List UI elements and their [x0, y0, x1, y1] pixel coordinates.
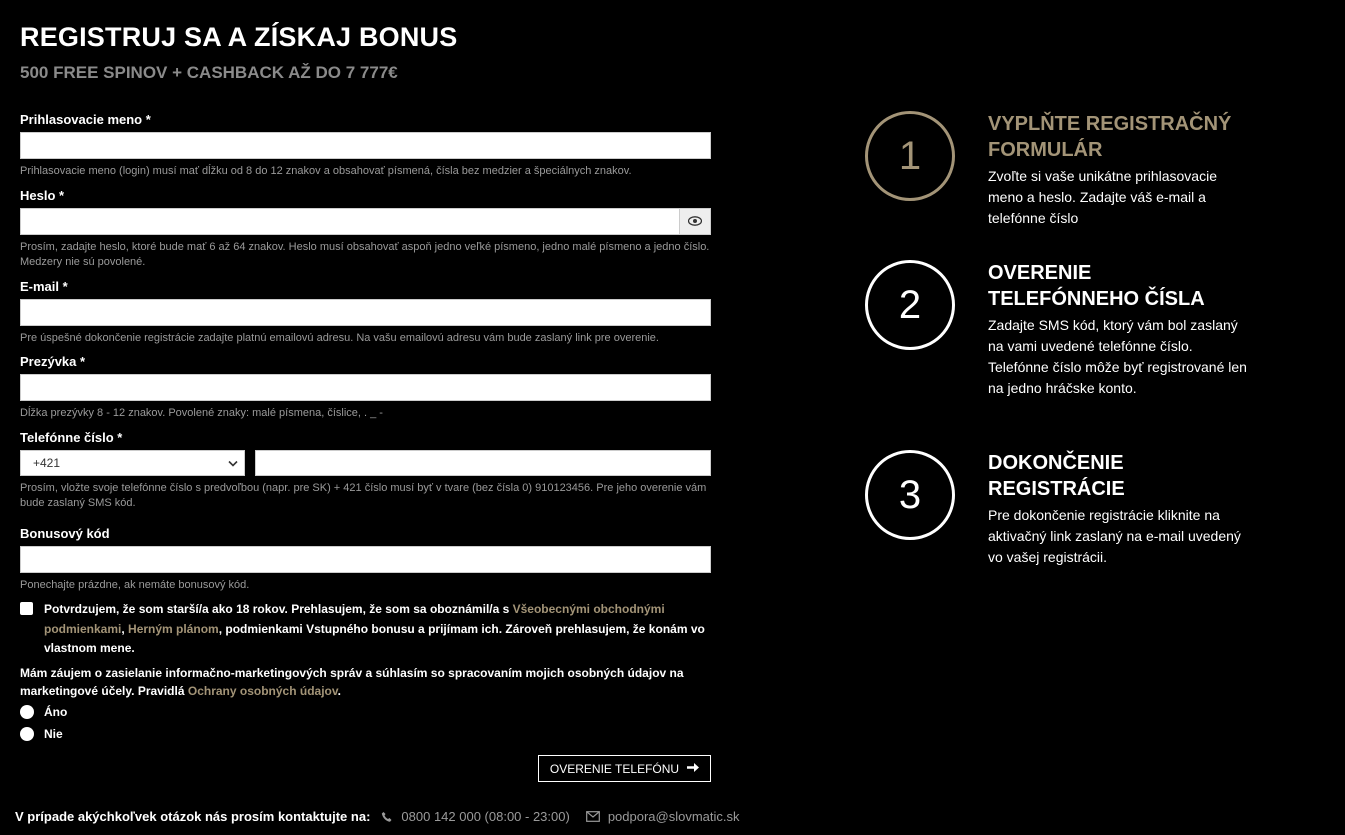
game-plan-link[interactable]: Herným plánom — [128, 621, 219, 636]
username-label: Prihlasovacie meno * — [20, 112, 151, 127]
terms-consent-text — [44, 600, 711, 659]
phone-label: Telefónne číslo * — [20, 430, 123, 445]
page-title: REGISTRUJ SA A ZÍSKAJ BONUS — [20, 22, 458, 52]
marketing-no-label: Nie — [44, 727, 63, 741]
terms-text-part: , podmienkami Vstupného bonusu a prijímam ich. Zároveň prehlasujem, že konám vo vlastnom mene. — [44, 621, 705, 655]
password-input-wrapper — [20, 208, 711, 235]
marketing-option-yes[interactable] — [20, 705, 67, 719]
envelope-icon — [586, 811, 600, 822]
step-1-number: 1 — [865, 111, 955, 201]
step-1-text: Zvoľte si vaše unikátne prihlasovacie meno a heslo. Zadajte váš e-mail a telefónne číslo — [988, 168, 1217, 226]
email-field-group — [20, 279, 711, 346]
eye-icon — [688, 213, 702, 231]
privacy-policy-link[interactable]: Ochrany osobných údajov — [187, 684, 338, 698]
contact-question: V prípade akýchkoľvek otázok nás prosím kontaktujte na: — [15, 809, 371, 824]
step-3-number: 3 — [865, 450, 955, 540]
bonus-code-field-group — [20, 526, 711, 593]
marketing-option-no[interactable] — [20, 727, 63, 741]
username-field-group — [20, 112, 711, 179]
terms-consent — [20, 600, 711, 659]
phone-field-group — [20, 430, 711, 511]
marketing-no-radio[interactable] — [20, 727, 34, 741]
step-2-body — [988, 260, 1248, 399]
step-2-number: 2 — [865, 260, 955, 350]
step-1-title: VYPLŇTE REGISTRAČNÝ FORMULÁR — [988, 113, 1232, 161]
marketing-yes-label: Áno — [44, 705, 68, 719]
terms-conditions-link[interactable]: Všeobecnými obchodnými podmienkami — [44, 602, 665, 636]
nickname-input[interactable] — [20, 374, 711, 401]
marketing-text-part: Mám záujem o zasielanie informačno-marketingových správ a súhlasím so spracovaním mojich osobných údajov na marketingové účely. Pravidlá — [20, 666, 684, 698]
phone-icon — [381, 811, 393, 823]
phone-row — [20, 450, 711, 476]
contact-footer — [15, 809, 740, 824]
phone-prefix-value: +421 — [33, 456, 61, 470]
page-header — [20, 22, 711, 84]
email-input[interactable] — [20, 299, 711, 326]
password-input[interactable] — [20, 208, 680, 235]
marketing-text-part: . — [337, 684, 342, 698]
step-3-text: Pre dokončenie registrácie kliknite na aktivačný link zaslaný na e-mail uvedený vo vašej registrácii. — [988, 507, 1241, 565]
marketing-consent-text — [20, 664, 711, 700]
contact-email[interactable] — [570, 809, 740, 824]
nickname-field-group — [20, 354, 711, 421]
phone-hint: Prosím, vložte svoje telefónne číslo s predvoľbou (napr. pre SK) + 421 číslo musí byť v tvare (bez čísla 0) 910123456. Pre jeho overenie vám bude zaslaný SMS kód. — [20, 482, 707, 509]
username-input[interactable] — [20, 132, 711, 159]
contact-phone-text: 0800 142 000 (08:00 - 23:00) — [401, 809, 570, 824]
password-hint: Prosím, zadajte heslo, ktoré bude mať 6 až 64 znakov. Heslo musí obsahovať aspoň jedno veľké písmeno, jedno malé písmeno a jedno číslo. Medzery nie sú povolené. — [20, 241, 710, 268]
arrow-right-icon — [687, 762, 699, 776]
show-password-button[interactable] — [680, 208, 711, 235]
step-1-body — [988, 111, 1248, 229]
page-subtitle: 500 FREE SPINOV + CASHBACK AŽ DO 7 777€ — [20, 63, 398, 82]
terms-text-part: Potvrdzujem, že som starší/a ako 18 rokov. Prehlasujem, že som sa oboznámil/a s — [44, 602, 513, 616]
email-hint: Pre úspešné dokončenie registrácie zadajte platnú emailovú adresu. Na vašu emailovú adresu vám bude zaslaný link pre overenie. — [20, 332, 659, 344]
step-2-title: OVERENIE TELEFÓNNEHO ČÍSLA — [988, 262, 1205, 310]
bonus-code-label: Bonusový kód — [20, 526, 110, 541]
bonus-code-input[interactable] — [20, 546, 711, 573]
chevron-down-icon — [228, 456, 238, 470]
password-label: Heslo * — [20, 188, 65, 203]
marketing-yes-radio[interactable] — [20, 705, 34, 719]
phone-prefix-select[interactable] — [20, 450, 245, 476]
verify-phone-button-label: OVERENIE TELEFÓNU — [549, 761, 680, 776]
verify-phone-button[interactable] — [538, 755, 711, 782]
contact-phone[interactable] — [370, 809, 569, 824]
terms-text-part: , — [121, 621, 129, 636]
step-3-title: DOKONČENIE REGISTRÁCIE — [988, 452, 1125, 500]
nickname-hint: Dĺžka prezývky 8 - 12 znakov. Povolené znaky: malé písmena, číslice, . _ - — [20, 407, 383, 419]
bonus-code-hint: Ponechajte prázdne, ak nemáte bonusový kód. — [20, 579, 250, 591]
step-2-text: Zadajte SMS kód, ktorý vám bol zaslaný na vami uvedené telefónne číslo. Telefónne číslo môže byť registrované len na jedno hráčske konto. — [988, 317, 1247, 396]
terms-checkbox[interactable] — [20, 602, 33, 615]
step-3-body — [988, 450, 1248, 568]
phone-number-input[interactable] — [255, 450, 711, 476]
password-field-group — [20, 188, 711, 270]
username-hint: Prihlasovacie meno (login) musí mať dĺžku od 8 do 12 znakov a obsahovať písmená, čísla bez medzier a špeciálnych znakov. — [20, 165, 632, 177]
email-label: E-mail * — [20, 279, 68, 294]
contact-email-text: podpora@slovmatic.sk — [607, 809, 740, 824]
nickname-label: Prezývka * — [20, 354, 86, 369]
